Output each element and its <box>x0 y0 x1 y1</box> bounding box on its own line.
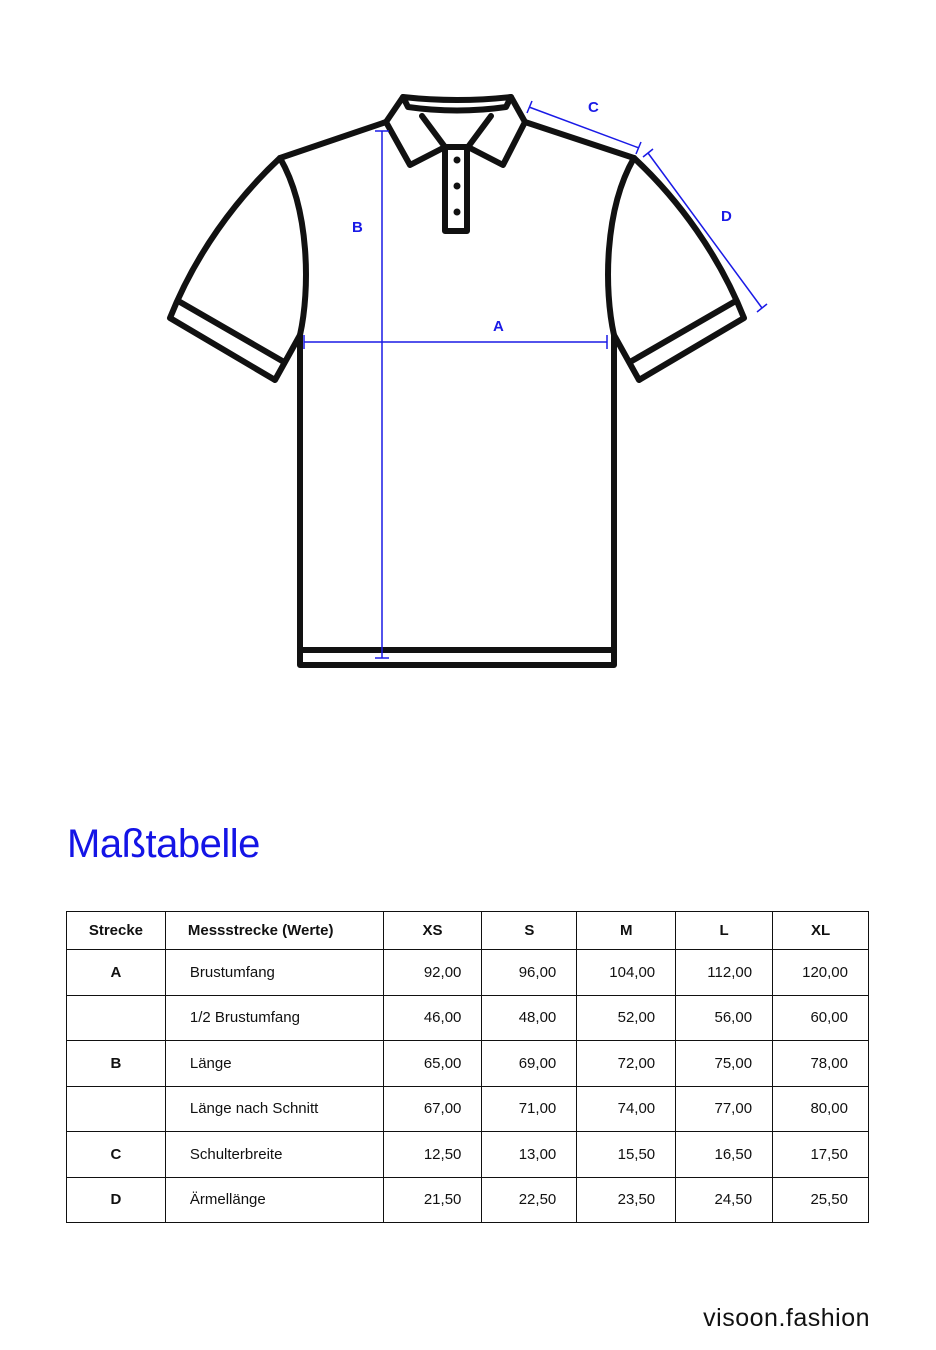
dimension-c-label: C <box>588 99 599 116</box>
shirt-body <box>300 335 614 665</box>
value-s: 22,50 <box>482 1177 577 1223</box>
collar-band <box>403 97 511 111</box>
value-s: 48,00 <box>482 995 577 1041</box>
left-armhole <box>280 158 306 335</box>
table-row <box>67 1086 869 1132</box>
row-measure: Länge nach Schnitt <box>165 1086 383 1132</box>
value-xs: 46,00 <box>383 995 482 1041</box>
row-measure: 1/2 Brustumfang <box>165 995 383 1041</box>
left-shoulder <box>280 122 386 158</box>
table-row <box>67 1177 869 1223</box>
dimension-d-line <box>648 153 762 308</box>
header-size-xs: XS <box>383 912 482 950</box>
value-m: 15,50 <box>577 1132 676 1178</box>
value-xs: 67,00 <box>383 1086 482 1132</box>
table-row <box>67 1132 869 1178</box>
value-xl: 17,50 <box>773 1132 869 1178</box>
row-code <box>67 995 166 1041</box>
table-header-row <box>67 912 869 950</box>
size-table <box>66 911 869 1223</box>
value-xl: 25,50 <box>773 1177 869 1223</box>
value-s: 96,00 <box>482 950 577 996</box>
header-messstrecke: Messstrecke (Werte) <box>165 912 383 950</box>
value-s: 13,00 <box>482 1132 577 1178</box>
value-m: 72,00 <box>577 1041 676 1087</box>
right-armhole <box>608 158 634 335</box>
dimension-a-label: A <box>493 318 504 335</box>
header-size-s: S <box>482 912 577 950</box>
table-row <box>67 995 869 1041</box>
row-code: A <box>67 950 166 996</box>
value-m: 23,50 <box>577 1177 676 1223</box>
row-measure: Schulterbreite <box>165 1132 383 1178</box>
value-xl: 60,00 <box>773 995 869 1041</box>
header-strecke: Strecke <box>67 912 166 950</box>
row-code <box>67 1086 166 1132</box>
placket-buttons <box>454 157 461 216</box>
row-measure: Länge <box>165 1041 383 1087</box>
polo-shirt-outline <box>170 97 744 665</box>
value-l: 77,00 <box>676 1086 773 1132</box>
right-sleeve <box>614 158 744 380</box>
row-code: B <box>67 1041 166 1087</box>
value-xs: 92,00 <box>383 950 482 996</box>
brand-logo: visoon.fashion <box>703 1304 870 1332</box>
header-size-m: M <box>577 912 676 950</box>
button-1 <box>454 157 461 164</box>
value-xl: 78,00 <box>773 1041 869 1087</box>
value-xs: 12,50 <box>383 1132 482 1178</box>
dimension-lines <box>304 101 767 658</box>
value-s: 69,00 <box>482 1041 577 1087</box>
row-measure: Brustumfang <box>165 950 383 996</box>
row-code: D <box>67 1177 166 1223</box>
value-xs: 21,50 <box>383 1177 482 1223</box>
dimension-b-label: B <box>352 219 363 236</box>
page-title: Maßtabelle <box>67 822 260 866</box>
value-xl: 80,00 <box>773 1086 869 1132</box>
value-s: 71,00 <box>482 1086 577 1132</box>
dimension-d-label: D <box>721 208 732 225</box>
header-size-l: L <box>676 912 773 950</box>
button-3 <box>454 209 461 216</box>
value-l: 112,00 <box>676 950 773 996</box>
header-size-xl: XL <box>773 912 869 950</box>
row-code: C <box>67 1132 166 1178</box>
value-m: 52,00 <box>577 995 676 1041</box>
table-row <box>67 1041 869 1087</box>
value-l: 16,50 <box>676 1132 773 1178</box>
value-l: 56,00 <box>676 995 773 1041</box>
value-m: 104,00 <box>577 950 676 996</box>
row-measure: Ärmellänge <box>165 1177 383 1223</box>
table-row <box>67 950 869 996</box>
value-l: 24,50 <box>676 1177 773 1223</box>
value-xl: 120,00 <box>773 950 869 996</box>
value-m: 74,00 <box>577 1086 676 1132</box>
value-xs: 65,00 <box>383 1041 482 1087</box>
value-l: 75,00 <box>676 1041 773 1087</box>
button-2 <box>454 183 461 190</box>
left-sleeve <box>170 158 300 380</box>
